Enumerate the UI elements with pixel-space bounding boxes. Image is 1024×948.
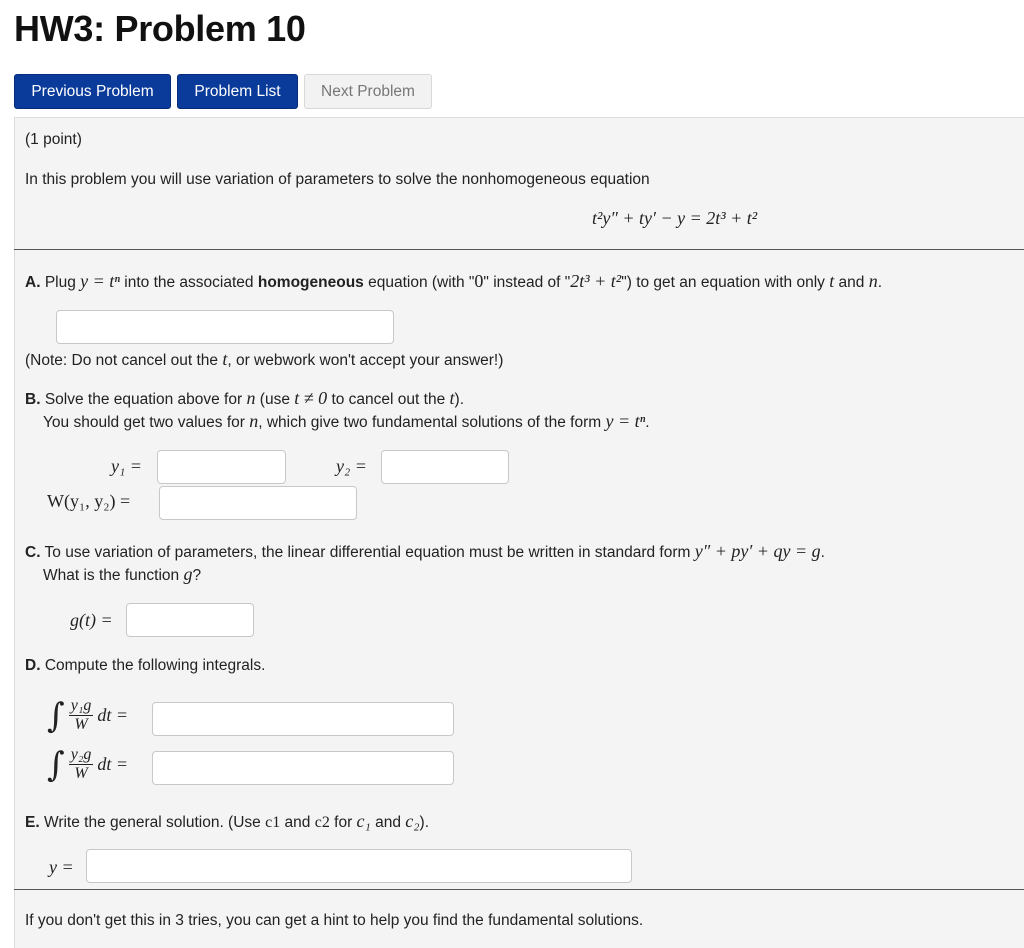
divider: [14, 249, 1024, 250]
problem-list-button[interactable]: Problem List: [177, 74, 298, 109]
text: ?: [192, 567, 202, 584]
part-b-text: [25, 388, 464, 409]
text: (use: [259, 391, 290, 408]
text: equation (with ": [368, 274, 475, 291]
math: n: [868, 271, 878, 291]
y2-input[interactable]: [381, 450, 509, 484]
math: 0: [474, 271, 484, 291]
math: t: [222, 349, 228, 369]
text: Solve the equation above for: [44, 391, 243, 408]
part-a-label: A.: [25, 274, 41, 291]
text: To use variation of parameters, the linear differential equation must be written in standard form: [44, 544, 691, 561]
math: c₁: [356, 811, 371, 831]
fraction: [69, 697, 94, 734]
part-b-line2: [43, 411, 650, 432]
math: y″ + py′ + qy = g: [694, 541, 821, 561]
part-a-answer-input[interactable]: [56, 310, 394, 344]
wronskian-label: W(y₁, y₂) =: [47, 491, 131, 511]
points-label: (1 point): [25, 131, 82, 148]
text: " instead of ": [483, 274, 571, 291]
fraction: [69, 746, 94, 783]
text: .: [820, 544, 825, 561]
part-d-label: D.: [25, 657, 41, 674]
general-solution-input[interactable]: [86, 849, 632, 883]
main-equation: t²y″ + ty′ − y = 2t³ + t²: [592, 208, 758, 228]
wronskian-input[interactable]: [159, 486, 357, 520]
part-c-text: [25, 541, 825, 562]
integral-1: [47, 697, 128, 734]
text: .: [877, 274, 883, 291]
text: into the associated: [124, 274, 254, 291]
integral-1-input[interactable]: [152, 702, 454, 736]
part-d-text: [25, 657, 265, 675]
integral-sign-icon: ∫: [47, 744, 65, 785]
divider: [14, 889, 1024, 890]
text: and: [838, 274, 865, 291]
code-text: c2: [314, 814, 330, 831]
text: ).: [419, 814, 430, 831]
math: 2t³ + t²: [570, 271, 622, 291]
text: , or webwork won't accept your answer!): [227, 352, 504, 369]
math: n: [249, 411, 259, 431]
text: You should get two values for: [43, 414, 245, 431]
text: Plug: [44, 274, 76, 291]
math: t ≠ 0: [294, 388, 328, 408]
problem-nav: [14, 74, 432, 109]
integral-2-input[interactable]: [152, 751, 454, 785]
text: What is the function: [43, 567, 180, 584]
part-a-text: [25, 271, 882, 292]
y-label: y =: [49, 857, 74, 877]
text: ") to get an equation with only: [621, 274, 825, 291]
math: g: [183, 564, 193, 584]
g-input[interactable]: [126, 603, 254, 637]
denominator: W: [74, 765, 88, 782]
math: y = tⁿ: [605, 411, 646, 431]
part-c-label: C.: [25, 544, 41, 561]
previous-problem-button[interactable]: Previous Problem: [14, 74, 171, 109]
y1-input[interactable]: [157, 450, 286, 484]
dt-label: dt =: [97, 754, 129, 774]
text: and: [375, 814, 401, 831]
g-label: g(t) =: [70, 610, 113, 630]
next-problem-button[interactable]: Next Problem: [304, 74, 432, 109]
math: t: [449, 388, 455, 408]
text: (Note: Do not cancel out the: [25, 352, 219, 369]
page-title: HW3: Problem 10: [14, 8, 306, 49]
part-b-label: B.: [25, 391, 41, 408]
denominator: W: [74, 716, 88, 733]
text: and: [284, 814, 311, 831]
math: c₂: [405, 811, 420, 831]
math: t: [829, 271, 835, 291]
code-text: c1: [265, 814, 281, 831]
text: for: [334, 814, 353, 831]
text: Compute the following integrals.: [44, 657, 266, 674]
math: n: [246, 388, 256, 408]
text: Write the general solution. (Use: [43, 814, 261, 831]
integral-2: [47, 746, 128, 783]
numerator: y₂g: [70, 746, 92, 763]
part-e-text: [25, 811, 429, 832]
integral-sign-icon: ∫: [47, 695, 65, 736]
bold-text: homogeneous: [257, 274, 364, 291]
text: .: [645, 414, 650, 431]
hint-text: If you don't get this in 3 tries, you can get a hint to help you find the fundamental solutions.: [25, 912, 644, 929]
part-a-note: [25, 349, 503, 370]
text: , which give two fundamental solutions of the form: [258, 414, 602, 431]
y2-label: y₂ =: [336, 456, 367, 476]
text: ).: [454, 391, 464, 408]
intro-text: In this problem you will use variation of parameters to solve the nonhomogeneous equation: [25, 171, 650, 188]
math: y = tⁿ: [80, 271, 120, 291]
text: to cancel out the: [331, 391, 446, 408]
numerator: y₁g: [70, 697, 92, 714]
part-e-label: E.: [25, 814, 40, 831]
part-c-line2: [43, 564, 201, 585]
y1-label: y₁ =: [111, 456, 142, 476]
dt-label: dt =: [97, 705, 129, 725]
